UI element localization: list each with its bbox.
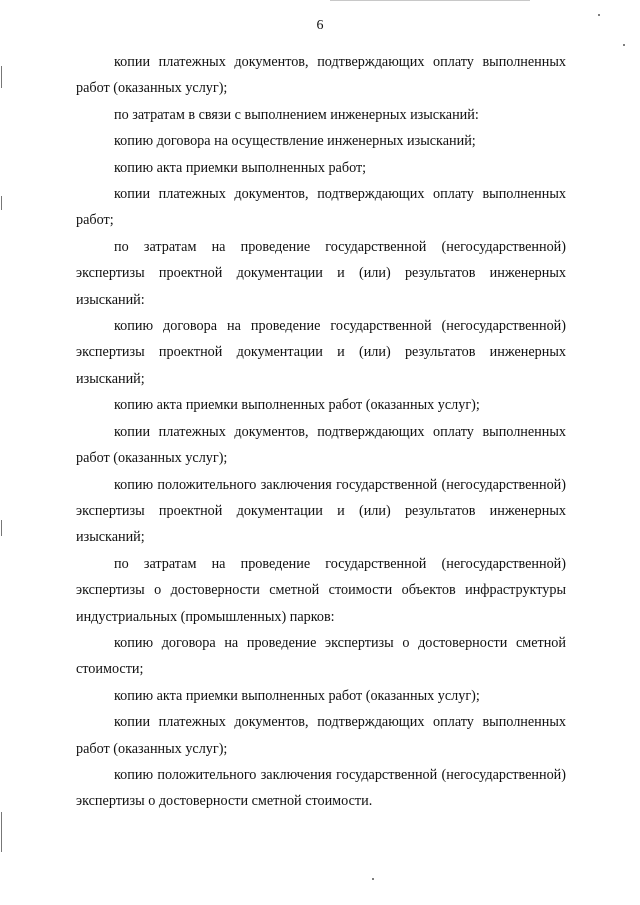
scan-top-rule	[330, 0, 530, 1]
paragraph-acceptance-act-3: копию акта приемки выполненных работ (оказанных услуг);	[114, 687, 480, 704]
paragraph-payment-docs-4: копии платежных документов, подтверждающих оплату выполненных работ (оказанных услуг);	[76, 714, 566, 757]
paragraph-acceptance-act-1: копию акта приемки выполненных работ;	[114, 159, 367, 176]
paragraph-cost-expertise-contract: копию договора на проведение экспертизы о достоверности сметной стоимости;	[76, 634, 566, 678]
paragraph-positive-conclusion-2: копию положительного заключения государственной (негосударственной) экспертизы о достоверности сметной стоимости.	[76, 766, 566, 810]
scan-speck	[598, 14, 600, 16]
scan-edge-mark	[1, 812, 2, 852]
paragraph-expertise-heading: по затратам на проведение государственной (негосударственной) экспертизы проектной документации и (или) результатов инженерных изысканий:	[76, 238, 566, 308]
scan-edge-mark	[1, 520, 2, 536]
scan-edge-mark	[1, 196, 2, 210]
paragraph-payment-docs-1: копии платежных документов, подтверждающих оплату выполненных работ (оказанных услуг);	[76, 54, 566, 97]
paragraph-survey-contract: копию договора на осуществление инженерных изысканий;	[114, 133, 476, 150]
paragraph-positive-conclusion-1: копию положительного заключения государственной (негосударственной) экспертизы проектной документации и (или) результатов инженерных изысканий;	[76, 476, 566, 546]
page-number: 6	[316, 18, 324, 33]
scan-speck	[623, 44, 625, 46]
paragraph-cost-expertise-heading: по затратам на проведение государственной (негосударственной) экспертизы о достоверности сметной стоимости объектов инфраструктуры индустриальных (промышленных) парков:	[76, 555, 566, 625]
document-body	[76, 49, 566, 815]
paragraph-expertise-contract: копию договора на проведение государственной (негосударственной) экспертизы проектной документации и (или) результатов инженерных изысканий;	[76, 318, 566, 387]
paragraph-acceptance-act-2: копию акта приемки выполненных работ (оказанных услуг);	[114, 397, 480, 414]
paragraph-payment-docs-3: копии платежных документов, подтверждающих оплату выполненных работ (оказанных услуг);	[76, 423, 566, 467]
paragraph-payment-docs-2: копии платежных документов, подтверждающих оплату выполненных работ;	[76, 186, 566, 229]
scan-speck	[372, 878, 374, 880]
paragraph-surveys-heading: по затратам в связи с выполнением инженерных изысканий:	[114, 106, 479, 123]
scan-edge-mark	[1, 66, 2, 88]
